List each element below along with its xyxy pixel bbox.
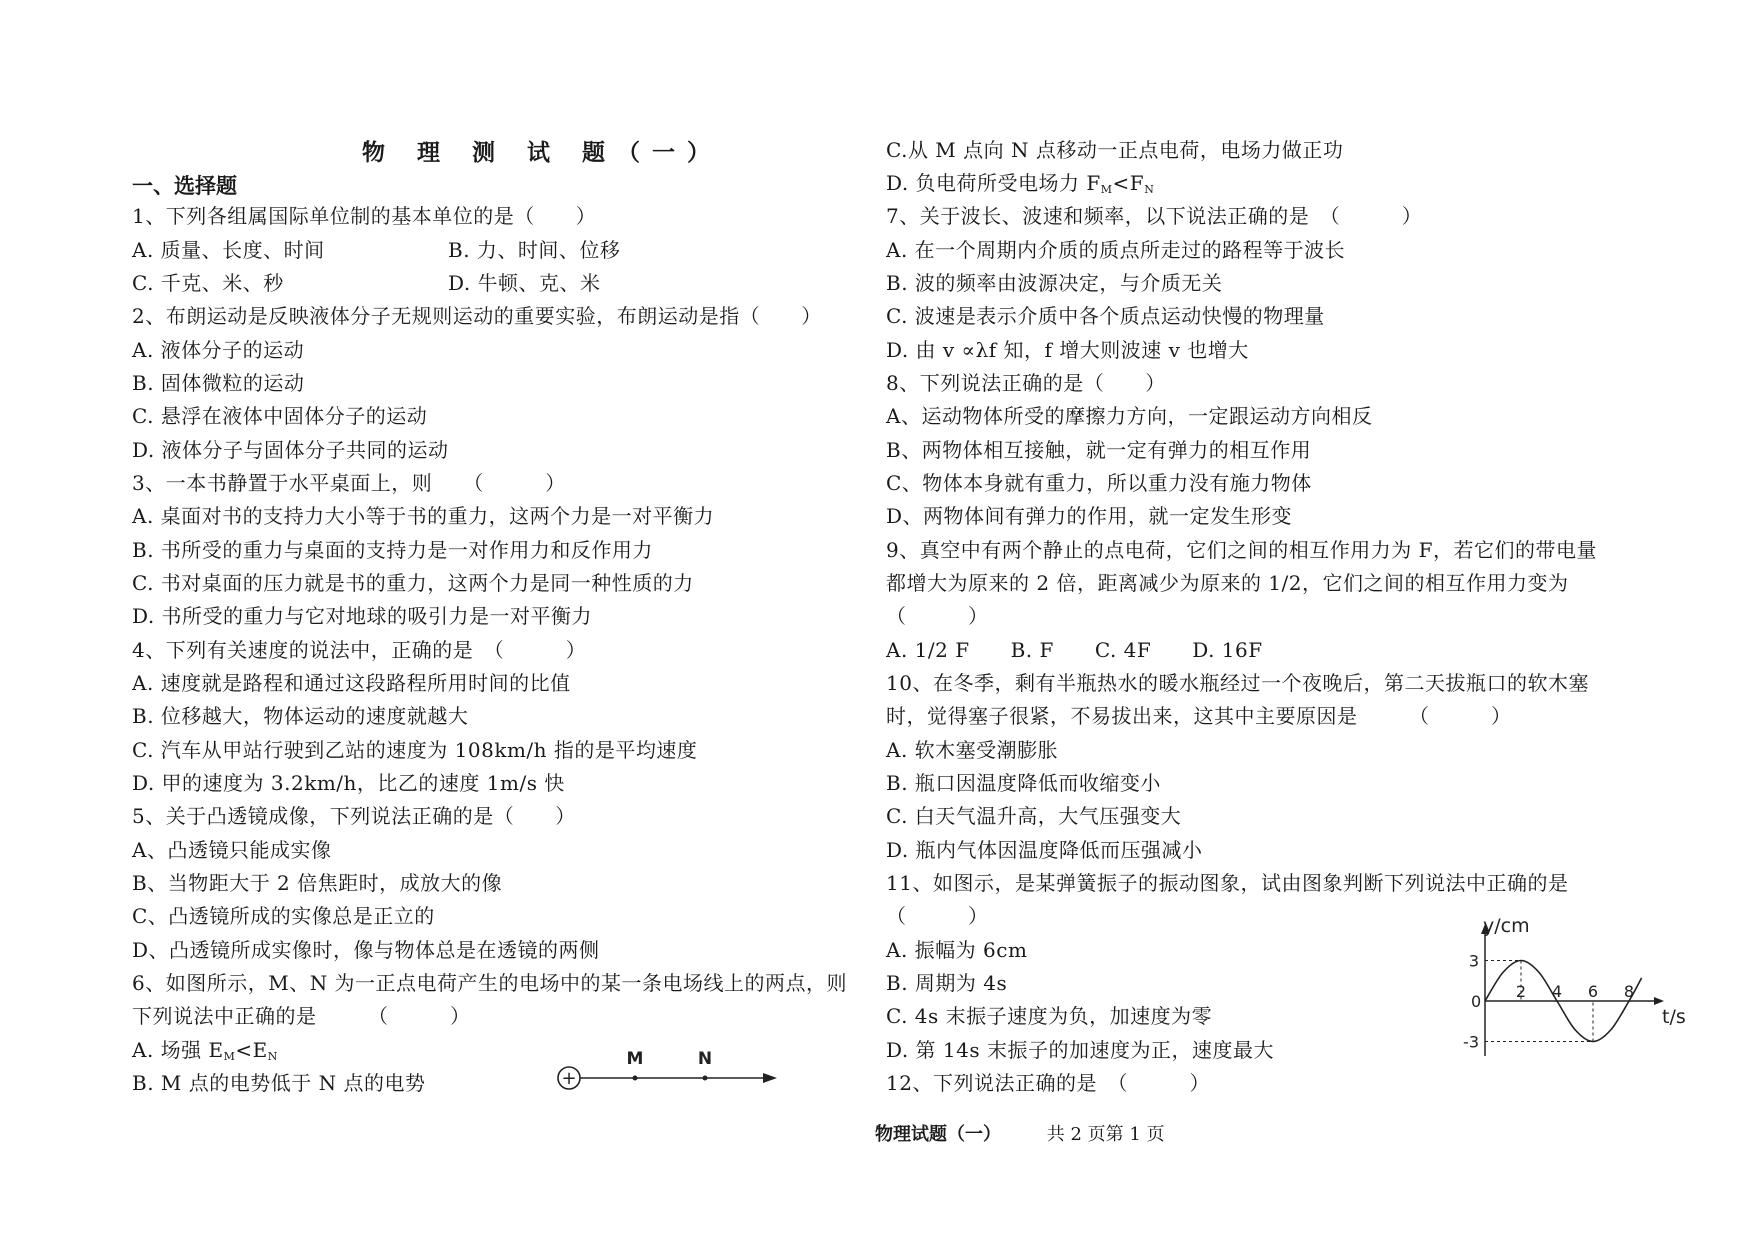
page-title: 物 理 测 试 题（一）	[362, 140, 723, 166]
chart-labels	[1463, 918, 1686, 1052]
charge-sign: +	[561, 1068, 577, 1089]
point-n	[703, 1076, 708, 1081]
q10-option-a: A. 软木塞受潮膨胀	[886, 738, 1059, 762]
x-tick-label: 6	[1587, 982, 1599, 1001]
q4-option-c: C. 汽车从甲站行驶到乙站的速度为 108km/h 指的是平均速度	[132, 738, 698, 762]
question-10-cont: 时，觉得塞子很紧，不易拔出来，这其中主要原因是 （ ）	[886, 704, 1512, 728]
question-3: 3、一本书静置于水平桌面上，则 （ ）	[132, 471, 566, 495]
q2-option-a: A. 液体分子的运动	[132, 338, 305, 362]
q7-option-a: A. 在一个周期内介质的质点所走过的路程等于波长	[886, 238, 1346, 262]
q1-option-b: B. 力、时间、位移	[448, 238, 621, 262]
label-n: N	[697, 1049, 713, 1069]
label-m: M	[626, 1049, 644, 1069]
q7-option-b: B. 波的频率由波源决定，与介质无关	[886, 271, 1223, 295]
q11-option-b: B. 周期为 4s	[886, 971, 1008, 995]
q1-option-a: A. 质量、长度、时间	[132, 238, 325, 262]
q5-option-d: D、凸透镜所成实像时，像与物体总是在透镜的两侧	[132, 938, 600, 962]
q11-option-c: C. 4s 末振子速度为负，加速度为零	[886, 1004, 1213, 1028]
x-tick-label: 4	[1551, 982, 1563, 1001]
q2-option-c: C. 悬浮在液体中固体分子的运动	[132, 404, 428, 428]
x-tick-label: 0	[1471, 992, 1482, 1011]
arrow-head-icon	[763, 1073, 777, 1083]
question-10: 10、在冬季，剩有半瓶热水的暖水瓶经过一个夜晚后，第二天拔瓶口的软木塞	[886, 671, 1589, 695]
q8-option-c: C、物体本身就有重力，所以重力没有施力物体	[886, 471, 1312, 495]
q10-option-c: C. 白天气温升高，大气压强变大	[886, 804, 1182, 828]
q8-option-d: D、两物体间有弹力的作用，就一定发生形变	[886, 504, 1293, 528]
q3-option-b: B. 书所受的重力与桌面的支持力是一对作用力和反作用力	[132, 538, 653, 562]
q4-option-b: B. 位移越大，物体运动的速度就越大	[132, 704, 469, 728]
q7-option-c: C. 波速是表示介质中各个质点运动快慢的物理量	[886, 304, 1325, 328]
q11-option-a: A. 振幅为 6cm	[886, 938, 1028, 962]
section-heading: 一、选择题	[132, 174, 237, 198]
q4-option-d: D. 甲的速度为 3.2km/h，比乙的速度 1m/s 快	[132, 771, 565, 795]
x-tick-label: 8	[1623, 982, 1635, 1001]
chart-axes	[1481, 924, 1664, 1056]
q1-option-c: C. 千克、米、秒	[132, 271, 284, 295]
footer-page-count: 共 2 页第 1 页	[1046, 1124, 1165, 1145]
point-m	[633, 1076, 638, 1081]
x-tick-label: 2	[1515, 982, 1527, 1001]
question-11: 11、如图示，是某弹簧振子的振动图象，试由图象判断下列说法中正确的是	[886, 871, 1569, 895]
q8-option-b: B、两物体相互接触，就一定有弹力的相互作用	[886, 438, 1312, 462]
y-axis-label: y/cm	[1483, 918, 1530, 937]
question-2: 2、布朗运动是反映液体分子无规则运动的重要实验，布朗运动是指（ ）	[132, 304, 822, 328]
question-11-paren: （ ）	[886, 904, 989, 928]
footer-title: 物理试题（一）	[875, 1124, 1001, 1145]
question-12: 12、下列说法正确的是 （ ）	[886, 1071, 1210, 1095]
q6-option-b: B. M 点的电势低于 N 点的电势	[132, 1071, 426, 1095]
q10-option-b: B. 瓶口因温度降低而收缩变小	[886, 771, 1161, 795]
question-9: 9、真空中有两个静止的点电荷，它们之间的相互作用力为 F，若它们的带电量	[886, 538, 1597, 562]
question-6-cont: 下列说法中正确的是 （ ）	[132, 1004, 471, 1028]
page-footer	[875, 1120, 1165, 1146]
question-9-paren: （ ）	[886, 604, 989, 628]
question-5: 5、关于凸透镜成像，下列说法正确的是（ ）	[132, 804, 576, 828]
q3-option-a: A. 桌面对书的支持力大小等于书的重力，这两个力是一对平衡力	[132, 504, 715, 528]
q5-option-a: A、凸透镜只能成实像	[132, 838, 332, 862]
q5-option-b: B、当物距大于 2 倍焦距时，成放大的像	[132, 871, 503, 895]
q4-option-a: A. 速度就是路程和通过这段路程所用时间的比值	[132, 671, 571, 695]
question-9-cont: 都增大为原来的 2 倍，距离减少为原来的 1/2，它们之间的相互作用力变为	[886, 571, 1569, 595]
question-1: 1、下列各组属国际单位制的基本单位的是（ ）	[132, 204, 597, 228]
q11-option-d: D. 第 14s 末振子的加速度为正，速度最大	[886, 1038, 1274, 1062]
q8-option-a: A、运动物体所受的摩擦力方向，一定跟运动方向相反	[886, 404, 1373, 428]
question-4: 4、下列有关速度的说法中，正确的是 （ ）	[132, 638, 587, 662]
q6-option-d: D. 负电荷所受电场力 $F_M<F_N$	[886, 171, 1155, 196]
q2-option-b: B. 固体微粒的运动	[132, 371, 305, 395]
y-tick-label: 3	[1468, 951, 1479, 971]
q3-option-d: D. 书所受的重力与它对地球的吸引力是一对平衡力	[132, 604, 593, 628]
q6-option-c: C.从 M 点向 N 点移动一正点电荷，电场力做正功	[886, 138, 1344, 162]
q5-option-c: C、凸透镜所成的实像总是正立的	[132, 904, 435, 928]
x-axis-arrow-icon	[1654, 997, 1664, 1005]
question-6: 6、如图所示，M、N 为一正点电荷产生的电场中的某一条电场线上的两点，则	[132, 971, 848, 995]
electric-field-figure	[555, 1046, 785, 1094]
q6-option-a: A. 场强 $E_M<E_N$	[132, 1038, 278, 1063]
q7-option-d: D. 由 v ∝λf 知，f 增大则波速 v 也增大	[886, 338, 1249, 362]
question-8: 8、下列说法正确的是（ ）	[886, 371, 1166, 395]
q9-options: A. 1/2 F B. F C. 4F D. 16F	[886, 638, 1263, 662]
q3-option-c: C. 书对桌面的压力就是书的重力，这两个力是同一种性质的力	[132, 571, 694, 595]
oscillation-graph	[1455, 918, 1735, 1068]
y-tick-label: -3	[1463, 1032, 1479, 1052]
question-7: 7、关于波长、波速和频率，以下说法正确的是 （ ）	[886, 204, 1423, 228]
x-axis-label: t/s	[1662, 1006, 1686, 1028]
q10-option-d: D. 瓶内气体因温度降低而压强减小	[886, 838, 1203, 862]
q2-option-d: D. 液体分子与固体分子共同的运动	[132, 438, 449, 462]
q1-option-d: D. 牛顿、克、米	[448, 271, 601, 295]
